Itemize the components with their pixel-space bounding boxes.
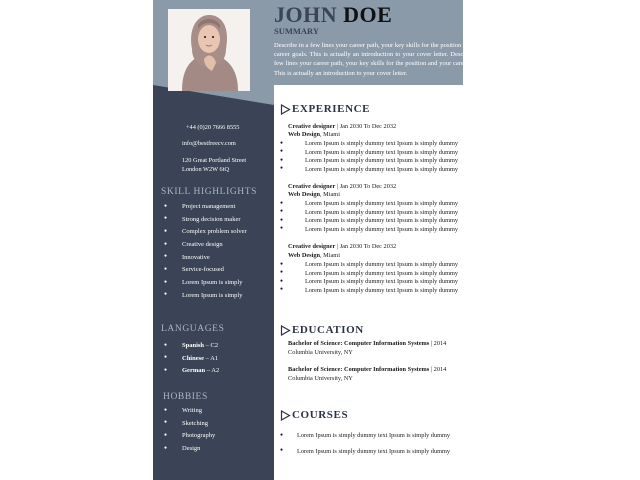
- skill-item: ● Complex problem solver: [162, 228, 247, 241]
- job-bullet: ● Lorem Ipsum is simply dummy text Ipsum is simply dummy: [280, 209, 458, 218]
- courses-heading: [280, 409, 348, 421]
- job-bullet: ● Lorem Ipsum is simply dummy text Ipsum is simply dummy: [280, 217, 458, 226]
- education-degree-line: [288, 339, 446, 348]
- education-school: Columbia University, NY: [288, 349, 353, 356]
- education-year: | 2014: [429, 366, 447, 373]
- hobbies-list: [162, 407, 215, 458]
- job-dates: | Jan 2030 To Dec 2032: [335, 123, 397, 130]
- job-title-line: [288, 183, 396, 190]
- skill-item: ● Creative design: [162, 241, 247, 254]
- course-item: ● Lorem Ipsum is simply dummy text Ipsum is simply dummy: [280, 448, 450, 464]
- skills-heading: SKILL HIGHLIGHTS: [161, 187, 258, 197]
- language-level: – A2: [205, 367, 220, 375]
- triangle-arrow-icon: [280, 325, 291, 336]
- education-school: Columbia University, NY: [288, 375, 353, 382]
- language-level: – A1: [204, 354, 219, 362]
- contact-address-line2: London W2W 6tQ: [182, 166, 229, 173]
- summary-heading: SUMMARY: [274, 26, 320, 36]
- contact-address-line1: 120 Great Portland Street: [182, 157, 247, 164]
- courses-list: [280, 432, 450, 463]
- courses-heading-text: COURSES: [292, 409, 349, 421]
- job-bullet: ● Lorem Ipsum is simply dummy text Ipsum is simply dummy: [280, 278, 458, 287]
- triangle-arrow-icon: [280, 410, 291, 421]
- first-name: JOHN: [274, 2, 338, 27]
- job-role: Creative designer: [288, 243, 336, 250]
- contact-email: info@bestfreecv.com: [182, 140, 236, 147]
- experience-heading: [280, 103, 370, 115]
- language-item: [162, 367, 219, 380]
- hobby-item: ● Sketching: [162, 420, 215, 433]
- job-bullet: ● Lorem Ipsum is simply dummy text Ipsum is simply dummy: [280, 200, 458, 209]
- job-role: Creative designer: [288, 183, 336, 190]
- education-degree-line: [288, 365, 446, 374]
- job-bullet: ● Lorem Ipsum is simply dummy text Ipsum is simply dummy: [280, 287, 458, 296]
- education-heading: [280, 324, 364, 336]
- job-bullets: [280, 261, 458, 295]
- experience-heading-text: EXPERIENCE: [292, 103, 371, 115]
- job-bullet: ● Lorem Ipsum is simply dummy text Ipsum is simply dummy: [280, 149, 458, 158]
- job-company-line: [288, 191, 340, 198]
- hobby-item: ● Design: [162, 445, 215, 458]
- job-bullet: ● Lorem Ipsum is simply dummy text Ipsum is simply dummy: [280, 140, 458, 149]
- language-name: Spanish: [182, 342, 205, 349]
- job-title-line: [288, 243, 396, 250]
- skill-item: ● Project management: [162, 203, 247, 216]
- education-heading-text: EDUCATION: [292, 324, 364, 336]
- job-company: Web Design: [288, 252, 321, 259]
- education-entry: [288, 339, 446, 357]
- job-company-line: [288, 131, 340, 138]
- job-bullets: [280, 140, 458, 174]
- candidate-name: [274, 2, 392, 28]
- education-degree: Bachelor of Science: Computer Information Systems: [288, 366, 430, 373]
- job-dates: | Jan 2030 To Dec 2032: [335, 243, 397, 250]
- job-title-line: [288, 123, 396, 130]
- job-location: , Miami: [320, 191, 340, 198]
- job-bullet: ● Lorem Ipsum is simply dummy text Ipsum is simply dummy: [280, 270, 458, 279]
- language-item: [162, 342, 219, 355]
- skill-item: ● Lorem Ipsum is simply: [162, 292, 247, 305]
- language-item: [162, 355, 219, 368]
- skill-item: ● Innovative: [162, 254, 247, 267]
- last-name: DOE: [343, 2, 393, 27]
- job-company-line: [288, 252, 340, 259]
- hobbies-heading: HOBBIES: [163, 392, 208, 402]
- hobby-item: ● Photography: [162, 432, 215, 445]
- education-degree: Bachelor of Science: Computer Information Systems: [288, 340, 430, 347]
- job-location: , Miami: [320, 131, 340, 138]
- languages-list: [162, 342, 219, 380]
- summary-text: Describe in a few lines your career path, your key skills for the position and your career goals. This is actually an introduction to your cover letter. Describe in a few lines your career path, your key skills for the position and your career goals. This is actually an introduction to your cover letter.: [274, 42, 486, 77]
- contact-phone: +44 (0)20 7666 8555: [186, 124, 240, 131]
- job-bullet: ● Lorem Ipsum is simply dummy text Ipsum is simply dummy: [280, 261, 458, 270]
- hobby-item: ● Writing: [162, 407, 215, 420]
- education-entry: [288, 365, 446, 383]
- job-bullet: ● Lorem Ipsum is simply dummy text Ipsum is simply dummy: [280, 157, 458, 166]
- profile-photo: [168, 9, 250, 91]
- language-level: – C2: [204, 342, 219, 349]
- languages-heading: LANGUAGES: [161, 324, 225, 334]
- job-dates: | Jan 2030 To Dec 2032: [335, 183, 397, 190]
- language-name: German: [182, 367, 206, 375]
- job-location: , Miami: [320, 252, 340, 259]
- education-year: | 2014: [429, 340, 447, 347]
- course-item: ● Lorem Ipsum is simply dummy text Ipsum is simply dummy: [280, 432, 450, 448]
- skill-item: ● Lorem Ipsum is simply: [162, 279, 247, 292]
- job-company: Web Design: [288, 191, 321, 198]
- job-bullets: [280, 200, 458, 234]
- skill-item: ● Strong decision maker: [162, 216, 247, 229]
- job-bullet: ● Lorem Ipsum is simply dummy text Ipsum is simply dummy: [280, 226, 458, 235]
- job-company: Web Design: [288, 131, 321, 138]
- skill-item: ● Service-focused: [162, 266, 247, 279]
- language-name: Chinese: [182, 354, 205, 362]
- job-bullet: ● Lorem Ipsum is simply dummy text Ipsum is simply dummy: [280, 166, 458, 175]
- job-role: Creative designer: [288, 123, 336, 130]
- triangle-arrow-icon: [280, 104, 291, 115]
- skills-list: [162, 203, 247, 305]
